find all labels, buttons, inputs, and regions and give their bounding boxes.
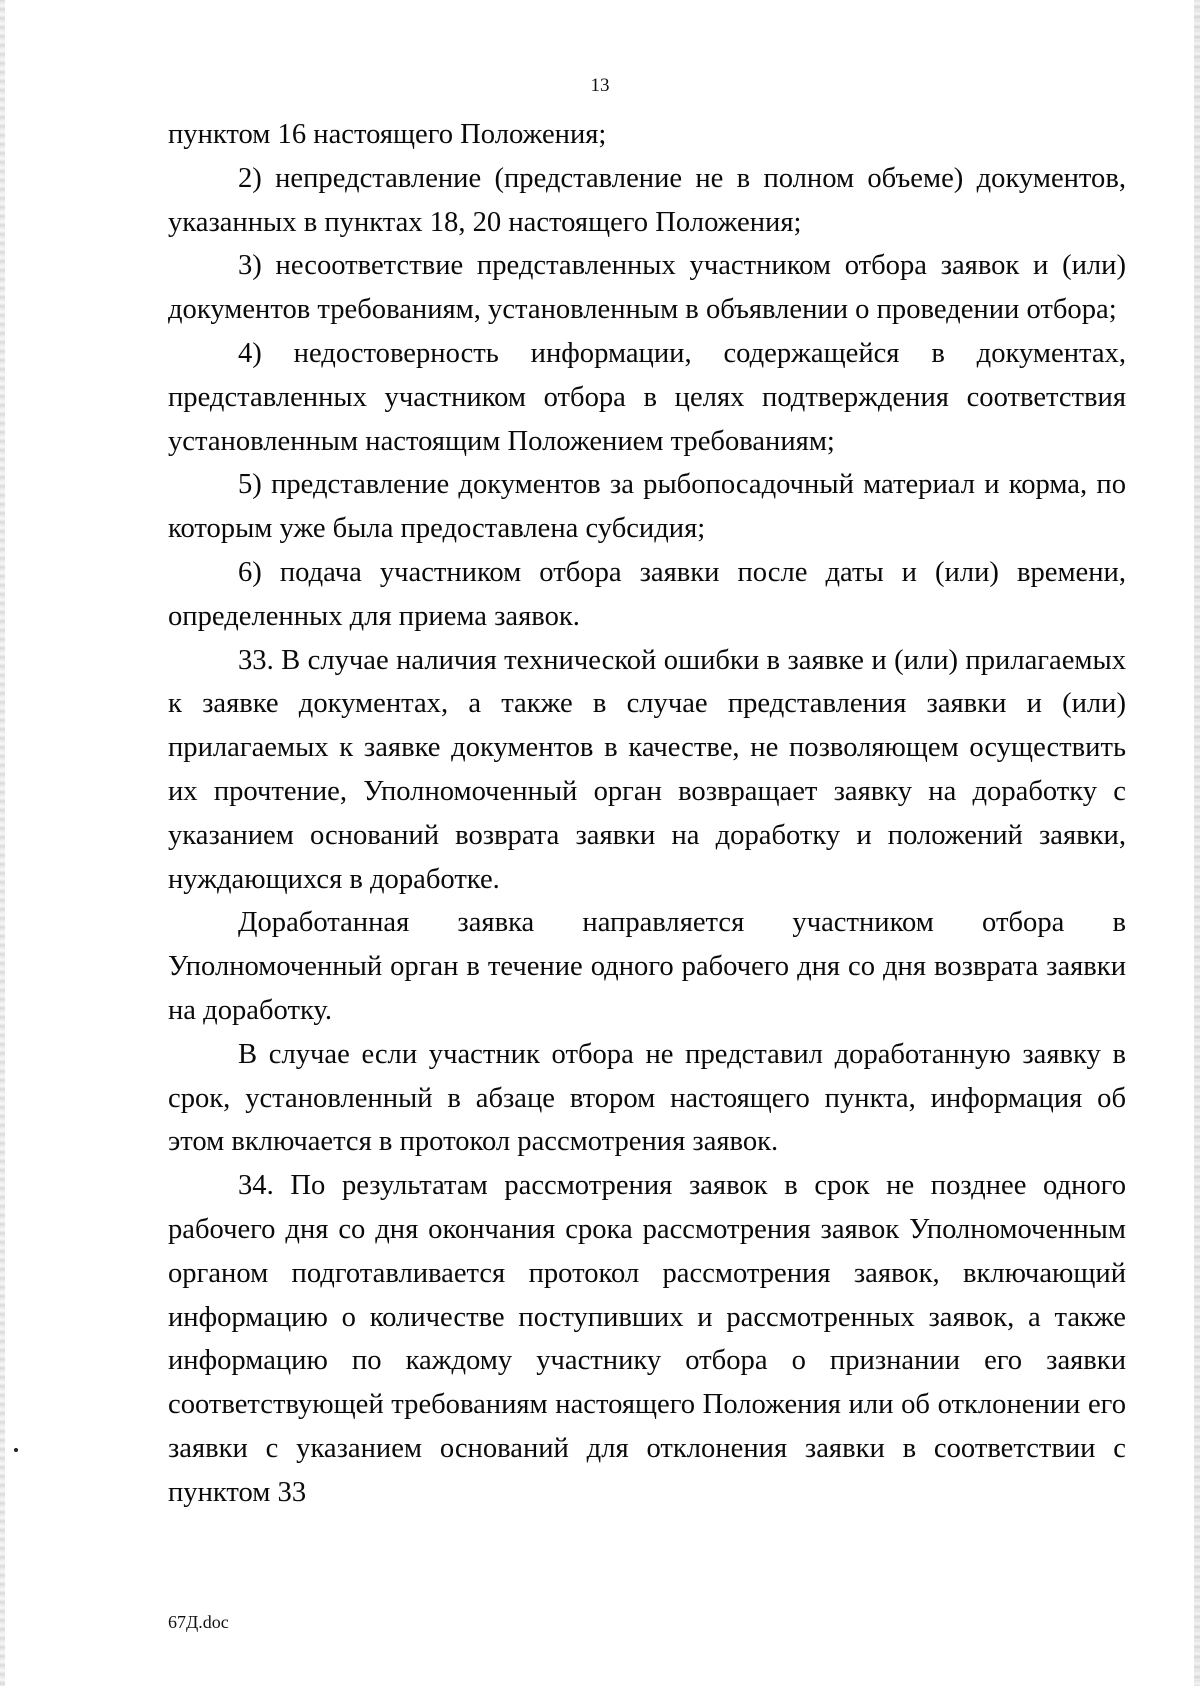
clause-33-paragraph-3: В случае если участник отбора не представил доработанную заявку в срок, установленный в абзаце втором настоящего пункта, информация об этом включается в протокол рассмотрения заявок. [168, 1038, 1126, 1158]
list-item-6: 6) подача участником отбора заявки после даты и (или) времени, определенных для приема заявок. [168, 556, 1126, 632]
scan-edge-left [0, 0, 5, 1686]
list-item-5: 5) представление документов за рыбопосадочный материал и корма, по которым уже была предоставлена субсидия; [168, 469, 1126, 545]
clause-33-paragraph-2: Доработанная заявка направляется участником отбора в Уполномоченный орган в течение одного рабочего дня со дня возврата заявки на доработку. [168, 907, 1126, 1026]
document-body [168, 113, 1126, 1515]
list-item-2: 2) непредставление (представление не в полном объеме) документов, указанных в пунктах 18, 20 настоящего Положения; [168, 162, 1126, 238]
clause-34: 34. По результатам рассмотрения заявок в срок не позднее одного рабочего дня со дня окончания срока рассмотрения заявок Уполномоченным органом подготавливается протокол рассмотрения заявок, включающий информацию о количестве поступивших и рассмотренных заявок, а также информацию по каждому участнику отбора о признании его заявки соответствующей требованиям настоящего Положения или об отклонении его заявки с указанием оснований для отклонения заявки в соответствии с пунктом 33 [168, 1170, 1126, 1508]
page-number: 13 [590, 75, 610, 96]
footer-filename: 67Д.doc [168, 1612, 229, 1632]
list-item-4: 4) недостоверность информации, содержащейся в документах, представленных участником отбора в целях подтверждения соответствия установленным настоящим Положением требованиям; [168, 337, 1126, 457]
clause-33: 33. В случае наличия технической ошибки в заявке и (или) прилагаемых к заявке документах, а также в случае представления заявки и (или) прилагаемых к заявке документов в качестве, не позволяющем осуществить их прочтение, Уполномоченный орган возвращает заявку на доработку с указанием оснований возврата заявки на доработку и положений заявки, нуждающихся в доработке. [168, 644, 1126, 895]
scan-speck [14, 1448, 18, 1452]
scan-edge-right [1194, 0, 1200, 1686]
paragraph-continuation: пунктом 16 настоящего Положения; [168, 119, 607, 150]
list-item-3: 3) несоответствие представленных участником отбора заявок и (или) документов требованиям, установленным в объявлении о проведении отбора; [168, 250, 1126, 326]
